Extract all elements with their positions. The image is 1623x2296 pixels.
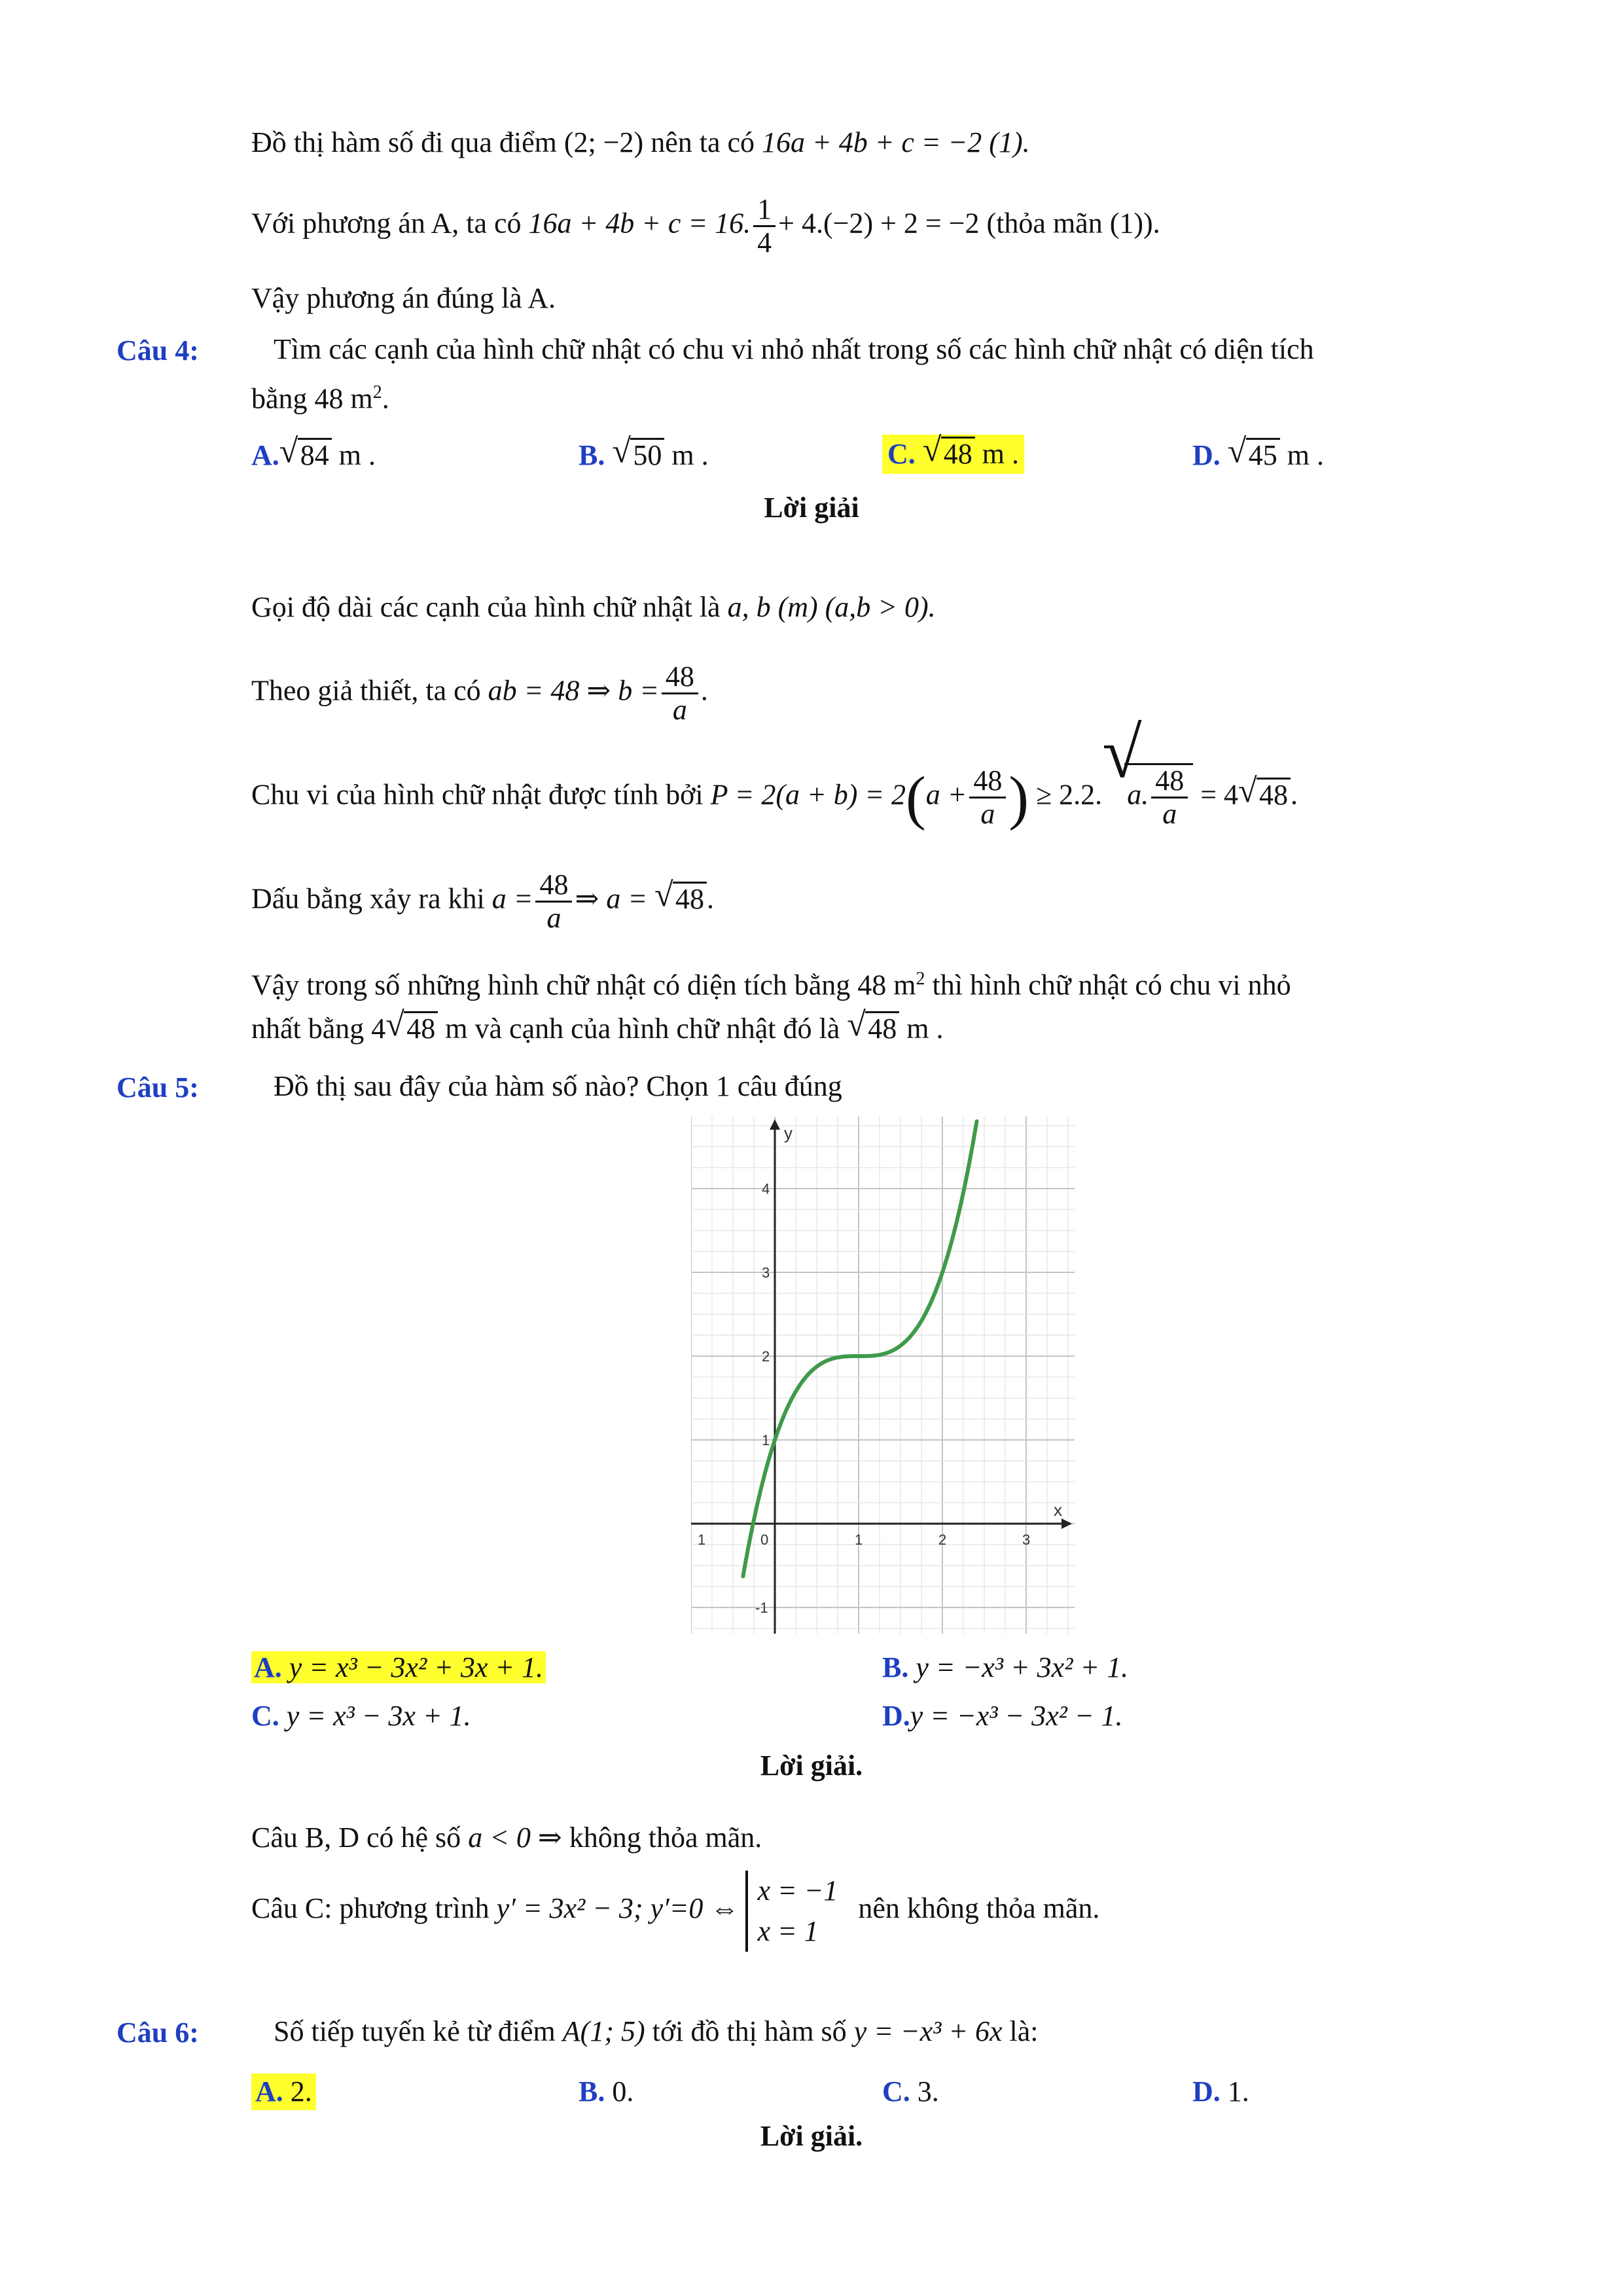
q6-option-c-value: 3.	[917, 2075, 939, 2108]
intro-fraction-num: 1	[753, 194, 776, 227]
q6-option-d-letter: D.	[1192, 2075, 1221, 2108]
q4-s4-math-b: ⇒ a =	[575, 882, 648, 915]
q4-option-c-unit: m .	[982, 438, 1020, 470]
y-tick-label: 4	[762, 1181, 770, 1197]
q5-solution-line-1	[251, 1820, 762, 1856]
q4-s3-sqrt-frac-num: 48	[1151, 765, 1188, 798]
intro-point: (2; −2)	[563, 126, 644, 158]
q5-solution-title: Lời giải.	[760, 1749, 863, 1782]
intro-line-3: Vậy phương án đúng là A.	[251, 282, 556, 314]
q5-s2-system-2: x = 1	[757, 1915, 819, 1947]
intro-line-2-eq-b: + 4.(−2) + 2 = −2	[778, 207, 980, 240]
q4-s3-frac-num: 48	[969, 765, 1006, 798]
intro-equation: 16a + 4b + c = −2 (1).	[762, 126, 1030, 158]
q4-s4-frac-num: 48	[535, 869, 572, 903]
q4-s1-text: Gọi độ dài các cạnh của hình chữ nhật là	[251, 591, 721, 623]
q4-option-d-letter: D.	[1192, 439, 1221, 471]
q4-solution-line-4: Dấu bằng xảy ra khi a = $\frac{48}{a}$ ⇒ a = √ 48.	[251, 869, 715, 934]
q4-s4-math-a: a =	[491, 882, 533, 915]
q4-label: Câu 4:	[116, 334, 199, 367]
q4-solution-line-3: Chu vi của hình chữ nhật được tính bởi P = 2(a + b) = 2(a + $\frac{48}{a}$ ) ≥ 2.2. √ a. $\frac{48}{a}$ = 4 √ 48.	[251, 713, 1298, 831]
q5-option-c-letter: C.	[251, 1700, 279, 1732]
intro-line-2	[251, 194, 1160, 259]
y-tick-label: -1	[755, 1600, 768, 1616]
q4-s4-frac-den: a	[546, 902, 562, 934]
sqrt-icon: √ 84	[279, 437, 332, 474]
q4-s2-frac-num: 48	[662, 661, 698, 694]
q4-option-a-radicand: 84	[298, 438, 332, 471]
q4-s6-sqrt-1: 48	[404, 1011, 438, 1045]
function-graph	[691, 1117, 1075, 1634]
q4-s3-fraction	[969, 765, 1006, 830]
x-axis-arrow-icon	[1061, 1518, 1072, 1529]
q4-s3-math-d: = 4	[1200, 778, 1239, 811]
y-tick-label: 3	[762, 1265, 770, 1281]
q6-option-a-value: 2.	[290, 2075, 312, 2108]
q4-text-line-2-body: bằng 48 m	[251, 382, 373, 415]
sqrt-icon: √ 48	[1238, 777, 1291, 814]
q6-option-b-value: 0.	[612, 2075, 634, 2108]
q4-option-c-radicand: 48	[941, 437, 975, 470]
sqrt-icon: √ 48	[847, 1011, 899, 1047]
q5-solution-line-2	[251, 1871, 1099, 1952]
q5-option-d[interactable]	[882, 1698, 1123, 1734]
intro-fraction-den: 4	[757, 226, 772, 259]
q4-s4-sqrt: 48	[673, 882, 707, 915]
y-tick-label: 2	[762, 1348, 770, 1365]
q4-text-line-1: Tìm các cạnh của hình chữ nhật có chu vi nhỏ nhất trong số các hình chữ nhật có diện tích	[274, 333, 1314, 365]
x-tick-label: 2	[938, 1532, 947, 1548]
q4-option-c-letter: C.	[887, 438, 916, 470]
q6-option-b-letter: B.	[579, 2075, 605, 2108]
intro-fraction	[753, 194, 776, 259]
q5-option-d-text: y = −x³ − 3x² − 1.	[910, 1700, 1123, 1732]
q4-s3-sqrt-fraction	[1151, 765, 1188, 830]
q5-option-d-letter: D.	[882, 1700, 910, 1732]
q4-solution-title: Lời giải	[764, 492, 859, 524]
intro-line-1	[251, 124, 1030, 161]
q4-option-a[interactable]	[251, 433, 376, 474]
sqrt-icon: √ 50	[612, 437, 664, 474]
sqrt-icon: √ a. $\frac{48}{a}$	[1102, 763, 1193, 830]
series-line	[743, 1121, 976, 1576]
q4-s6-text-2: m và cạnh của hình chữ nhật đó là	[445, 1013, 840, 1045]
q6-label: Câu 6:	[116, 2017, 199, 2049]
q6-option-b[interactable]	[579, 2073, 633, 2110]
y-tick-label: 1	[762, 1432, 770, 1448]
q6-option-a-letter: A.	[255, 2075, 283, 2108]
q5-option-a-letter: A.	[254, 1651, 282, 1683]
q4-s4-fraction	[535, 869, 572, 934]
q6-point: A(1; 5)	[562, 2015, 645, 2047]
q6-option-d-value: 1.	[1227, 2075, 1249, 2108]
q4-s3-math-c: ≥ 2.2.	[1036, 778, 1103, 811]
intro-line-2-eq-a: 16a + 4b + c = 16.	[528, 207, 751, 240]
q4-text-line-2-sup: 2	[372, 382, 382, 403]
q4-s6-text-3: m .	[906, 1013, 944, 1045]
intro-line-1-text: Đồ thị hàm số đi qua điểm	[251, 126, 557, 158]
q4-s6-text-1: nhất bằng 4	[251, 1013, 386, 1045]
intro-line-1-mid: nên ta có	[651, 126, 755, 158]
q5-option-b-letter: B.	[882, 1651, 909, 1683]
q4-option-a-letter: A.	[251, 439, 279, 471]
intro-line-2-text: Với phương án A, ta có	[251, 207, 522, 240]
q6-function: y = −x³ + 6x	[853, 2015, 1003, 2047]
q5-s2-system	[745, 1871, 838, 1952]
q6-text-1: Số tiếp tuyến kẻ từ điểm	[274, 2015, 556, 2047]
q5-option-c[interactable]	[251, 1698, 471, 1734]
q6-option-c[interactable]	[882, 2073, 939, 2110]
q4-option-b-unit: m .	[671, 439, 709, 471]
y-axis-label: y	[784, 1123, 793, 1143]
q4-option-b[interactable]	[579, 433, 709, 474]
x-tick-label: 0	[760, 1532, 769, 1548]
x-tick-label: 1	[698, 1532, 706, 1548]
q4-s6-sqrt-2: 48	[865, 1011, 899, 1045]
q4-s3-sqrt-frac-den: a	[1162, 798, 1177, 830]
q6-text-2: tới đồ thị hàm số	[652, 2015, 847, 2047]
q5-option-a[interactable]	[251, 1649, 546, 1686]
sqrt-icon: √ 45	[1228, 437, 1280, 474]
q4-solution-line-1	[251, 589, 936, 626]
q6-text	[274, 2013, 1039, 2050]
q4-option-a-unit: m .	[338, 439, 376, 471]
q6-text-3: là:	[1009, 2015, 1039, 2047]
q6-option-a[interactable]	[251, 2073, 316, 2110]
q4-option-c[interactable]	[882, 431, 1024, 474]
q5-s1-math: a < 0 ⇒	[468, 1821, 562, 1854]
q5-option-c-text: y = x³ − 3x + 1.	[286, 1700, 471, 1732]
q5-text: Đồ thị sau đây của hàm số nào? Chọn 1 câu đúng	[274, 1070, 842, 1102]
q4-s2-text: Theo giả thiết, ta có	[251, 674, 481, 707]
q5-s2-system-1: x = −1	[757, 1874, 838, 1907]
q4-option-d[interactable]	[1192, 433, 1325, 474]
q4-solution-line-2: Theo giả thiết, ta có ab = 48 ⇒ b = $\frac{48}{a}$ .	[251, 660, 708, 726]
q4-option-d-radicand: 45	[1246, 438, 1280, 471]
q4-option-b-radicand: 50	[630, 438, 664, 471]
q6-solution-title: Lời giải.	[760, 2120, 863, 2152]
x-axis-label: x	[1054, 1500, 1062, 1520]
q5-label: Câu 5:	[116, 1071, 199, 1103]
q5-option-b[interactable]	[882, 1649, 1128, 1686]
q4-s3-math-a: P = 2(a + b) = 2	[710, 778, 906, 811]
intro-line-2-end: (thỏa mãn (1)).	[986, 207, 1160, 240]
q5-s1-text: Câu B, D có hệ số	[251, 1821, 461, 1854]
q4-s5-sup: 2	[916, 969, 925, 989]
q5-option-b-text: y = −x³ + 3x² + 1.	[916, 1651, 1129, 1683]
q4-s5-text-2: thì hình chữ nhật có chu vi nhỏ	[932, 969, 1291, 1001]
y-axis-arrow-icon	[770, 1119, 780, 1130]
x-tick-label: 1	[855, 1532, 863, 1548]
sqrt-icon: √ 48	[923, 436, 975, 473]
q4-solution-line-5	[251, 961, 1291, 1004]
q4-text-line-2: bằng 48 $m^2$.	[251, 382, 389, 415]
q4-solution-line-6	[251, 1006, 944, 1047]
q4-s3-sqrt-a: a.	[1127, 778, 1149, 811]
sqrt-icon: √ 48	[385, 1011, 438, 1047]
q6-option-c-letter: C.	[882, 2075, 910, 2108]
q5-s2-text: Câu C: phương trình	[251, 1892, 490, 1925]
q6-option-d[interactable]	[1192, 2073, 1249, 2110]
q4-s2-frac-den: a	[672, 694, 687, 726]
q4-s3-sqrt-end: 48	[1257, 778, 1291, 811]
q4-option-b-letter: B.	[579, 439, 605, 471]
q4-s3-text: Chu vi của hình chữ nhật được tính bởi	[251, 778, 704, 811]
x-tick-label: 3	[1022, 1532, 1031, 1548]
q4-option-d-unit: m .	[1287, 439, 1325, 471]
q5-option-a-text: y = x³ − 3x² + 3x + 1.	[289, 1651, 544, 1683]
q4-s3-math-b: a +	[925, 778, 967, 811]
q5-s1-end: không thỏa mãn.	[569, 1821, 762, 1854]
q5-s2-end: nên không thỏa mãn.	[858, 1892, 1100, 1925]
q4-s3-frac-den: a	[980, 798, 995, 830]
q4-s2-math: ab = 48 ⇒ b =	[488, 674, 659, 707]
q5-s2-math: y′ = 3x² − 3; y′=0 ⇔	[496, 1892, 740, 1925]
q4-s4-text: Dấu bằng xảy ra khi	[251, 882, 485, 915]
sqrt-icon: √ 48	[654, 881, 707, 918]
q4-s5-text-1: Vậy trong số những hình chữ nhật có diện tích bằng 48 m	[251, 969, 916, 1001]
q4-s2-fraction	[662, 661, 698, 726]
q4-s1-math: a, b (m) (a,b > 0).	[727, 591, 936, 623]
